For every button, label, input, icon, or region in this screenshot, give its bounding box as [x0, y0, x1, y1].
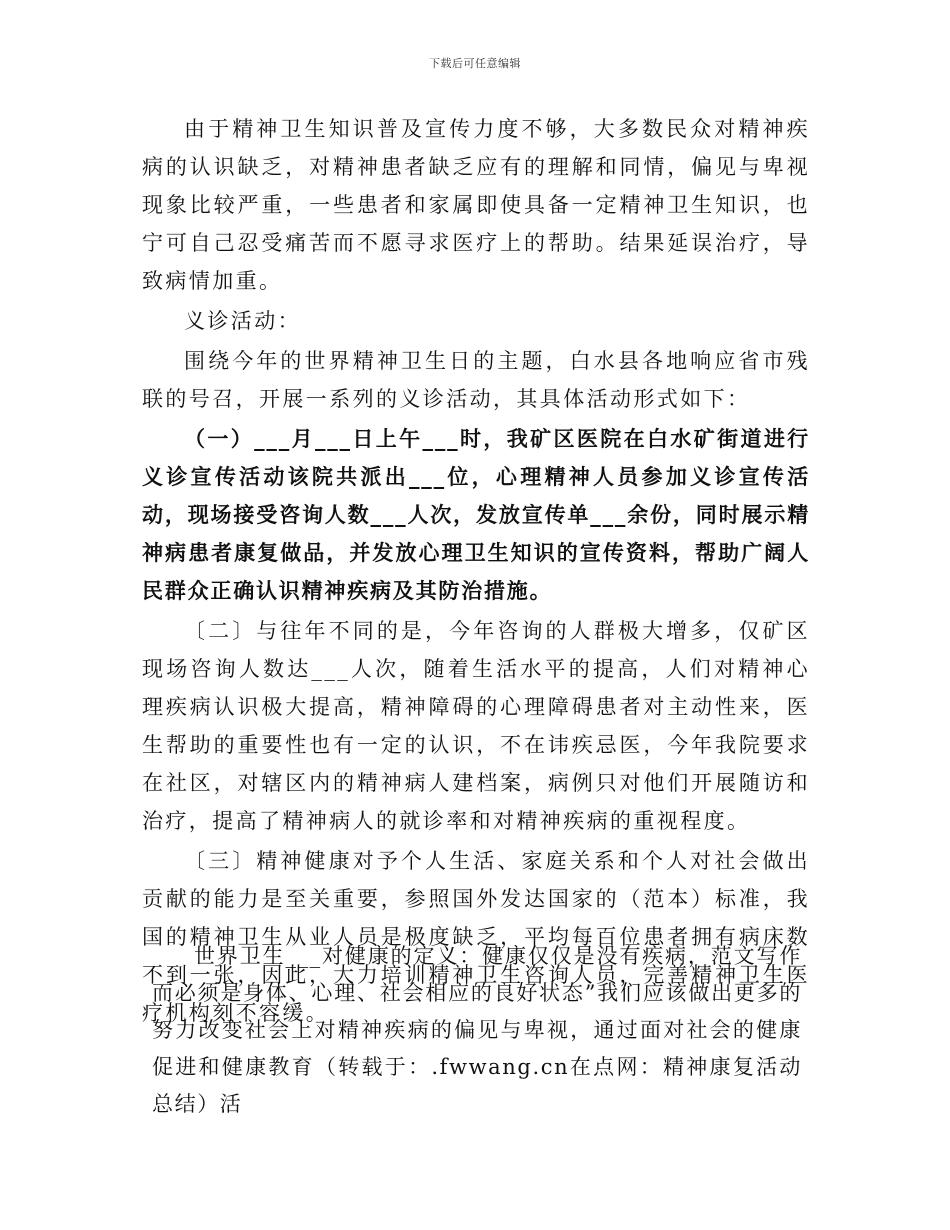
- paragraph-item-three: 〔三〕精神健康对予个人生活、家庭关系和个人对社会做出贡献的能力是至关重要，参照国外发达国家的（范本）标准，我国的精神卫生从业人员是极度缺乏，平均每百位患者拥有病床数不到一张，因此，大力培训精神卫生咨询人员，完善精神卫生医疗机构刻不容缓。: [142, 849, 810, 1025]
- paragraph-clinic-intro: 围绕今年的世界精神卫生日的主题，白水县各地响应省市残联的号召，开展一系列的义诊活动，其具体活动形式如下：: [142, 349, 810, 411]
- paragraph-closing: 世界卫生___对健康的定义：健康仅仅是没有疾病，范文写作而必须是身体、心理、社会相应的良好状态”我们应该做出更多的努力改变社会上对精神疾病的偏见与卑视，通过面对社会的健康促进和健康教育（转载于：.fwwang.cn在点网：精神康复活动总结）活: [152, 944, 802, 1116]
- document-body: [142, 110, 810, 1032]
- paragraph-clinic-heading: 义诊活动：: [184, 309, 301, 333]
- paragraph-intro: 由于精神卫生知识普及宣传力度不够，大多数民众对精神疾病的认识缺乏，对精神患者缺乏应有的理解和同情，偏见与卑视现象比较严重，一些患者和家属即使具备一定精神卫生知识，也宁可自己忍受痛苦而不愿寻求医疗上的帮助。结果延误治疗，导致病情加重。: [142, 117, 810, 293]
- paragraph-item-two: 〔二〕与往年不同的是，今年咨询的人群极大增多，仅矿区现场咨询人数达___人次，随着生活水平的提高，人们对精神心理疾病认识极大提高，精神障碍的心理障碍患者对主动性来，医生帮助的重要性也有一定的认识，不在讳疾忌医，今年我院要求在社区，对辖区内的精神病人建档案，病例只对他们开展随访和治疗，提高了精神病人的就诊率和对精神疾病的重视程度。: [142, 619, 810, 833]
- page-header: 下载后可任意编辑: [429, 57, 521, 70]
- paragraph-item-one: （一）___月___日上午___时，我矿区医院在白水矿街道进行义诊宣传活动该院共派出___位，心理精神人员参加义诊宣传活动，现场接受咨询人数___人次，发放宣传单___余份，同时展示精神病患者康复做品，并发放心理卫生知识的宣传资料，帮助广阔人民群众正确认识精神疾病及其防治措施。: [142, 427, 810, 603]
- closing-block: [152, 938, 802, 1123]
